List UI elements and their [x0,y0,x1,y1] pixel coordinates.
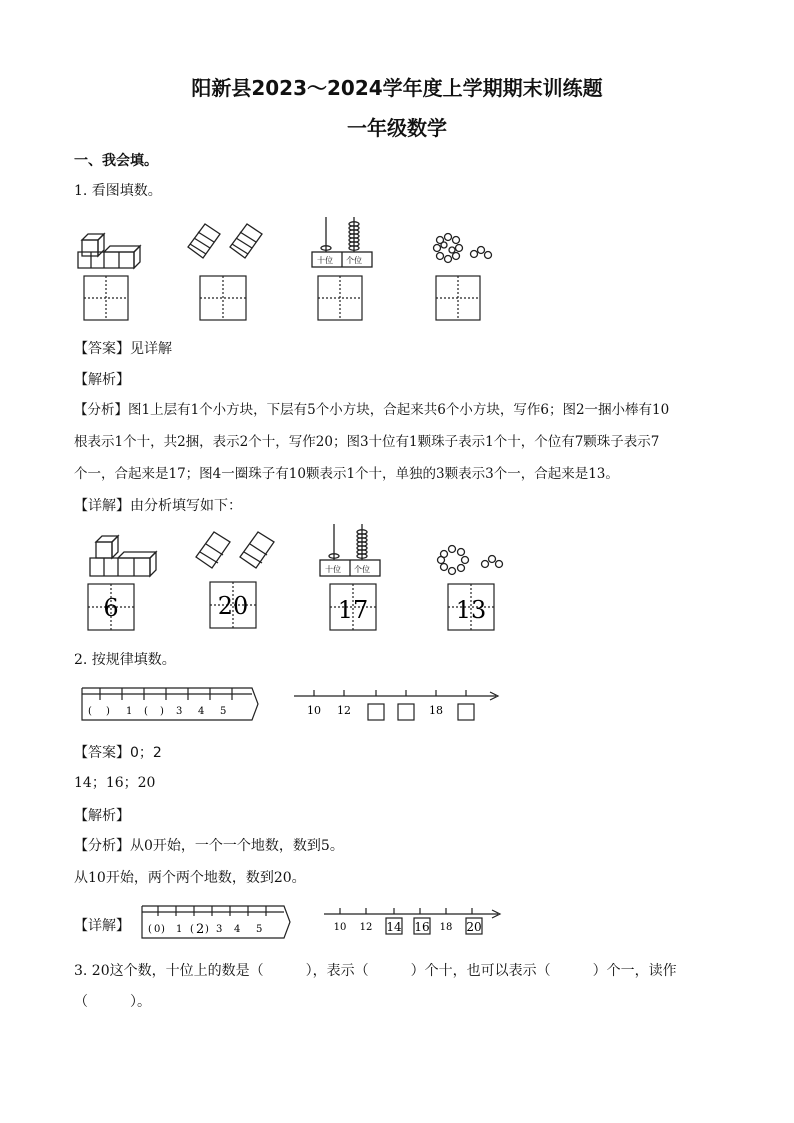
q1-analysis-tag: 【解析】 [74,372,130,388]
q2-analysis-line1: 【分析】从0开始，一个一个地数，数到5。 [74,838,344,854]
number-line-icon [294,690,498,720]
q3-line2: （ ）。 [74,994,151,1010]
q1-prompt: 1. 看图填数。 [74,183,162,199]
detail-tag: 【详解】 [74,498,130,514]
q2-answer-line2: 14；16；20 [74,775,156,791]
filled-answer: 13 [455,596,487,624]
ruler-label: 1 [126,706,133,717]
ruler-label: ) [106,706,110,717]
stick-bundles-icon [188,224,262,258]
q2-detail-tag: 【详解】 [74,918,130,934]
numberline-filled: 10 [333,922,347,933]
q1-figures [70,212,520,326]
section-heading: 一、我会填。 [74,153,158,169]
numberline-filled: 18 [439,922,453,933]
abacus-ones-label: 个位 [354,565,370,574]
abacus-tens-label: 十位 [317,256,333,265]
answer-tag: 【答案】 [74,341,130,357]
ruler-filled: 0 [154,924,161,935]
analysis-line: 根表示1个十，共2捆，表示2个十，写作20；图3十位有1颗珠子表示1个十，个位有7颗珠子表示7 [74,434,660,450]
answer-tag: 【答案】 [74,745,130,761]
q2-answer [74,742,162,762]
q1-analysis [74,394,724,490]
q1-answer [74,338,172,358]
q2-detail-figures [136,902,516,944]
q2-figures [70,680,520,728]
numberline-filled: 20 [466,920,482,934]
ruler-filled: 3 [216,924,223,935]
ruler-label: 3 [176,706,183,717]
q3-line1: 3. 20这个数，十位上的数是（ ），表示（ ）个十，也可以表示（ ）个一，读作 [74,963,677,979]
ruler-label: ( [88,706,92,717]
ruler-filled: 5 [256,924,263,935]
page-subtitle: 一年级数学 [347,116,447,140]
analysis-line: 【分析】图1上层有1个小方块，下层有5个小方块，合起来共6个小方块，写作6；图2一捆小棒有10 [74,402,670,418]
ruler-label: 4 [198,706,205,717]
ruler-label: ) [160,706,164,717]
ruler-filled: 4 [234,924,241,935]
numberline-filled: 14 [386,920,402,934]
numberline-label: 12 [337,704,351,717]
ruler-label: ( [144,706,148,717]
answer-text: 见详解 [130,341,172,357]
q2-prompt: 2. 按规律填数。 [74,652,176,668]
filled-answer: 17 [337,596,369,624]
filled-answer: 6 [103,594,119,622]
bead-ring-icon [434,234,492,263]
numberline-filled: 16 [414,920,430,934]
q2-analysis-tag: 【解析】 [74,808,130,824]
q2-analysis-line2: 从10开始，两个两个地数，数到20。 [74,870,306,886]
answer-text: 0；2 [130,745,162,761]
svg-text:): ) [161,924,165,935]
analysis-line: 个一，合起来是17；图4一圈珠子有10颗表示1个十，单独的3颗表示3个一，合起来是13。 [74,466,619,482]
numberline-label: 18 [429,704,443,717]
ruler-filled: 1 [176,924,183,935]
filled-answer: 20 [217,592,249,620]
page-title: 阳新县2023～2024学年度上学期期末训练题 [191,76,603,100]
svg-text:(: ( [148,924,152,935]
ruler-label: 5 [220,706,227,717]
ruler-filled: 2 [196,922,205,937]
numberline-filled: 12 [359,922,373,933]
svg-text:): ) [205,924,209,935]
q1-empty-boxes [84,276,480,320]
q1-detail [74,495,242,515]
abacus-ones-label: 个位 [346,256,362,265]
svg-text:(: ( [190,924,194,935]
q1-filled-figures [80,522,520,634]
numberline-label: 10 [307,704,321,717]
abacus-tens-label: 十位 [325,565,341,574]
cube-blocks-icon [78,234,140,268]
detail-text: 由分析填写如下： [130,498,242,514]
